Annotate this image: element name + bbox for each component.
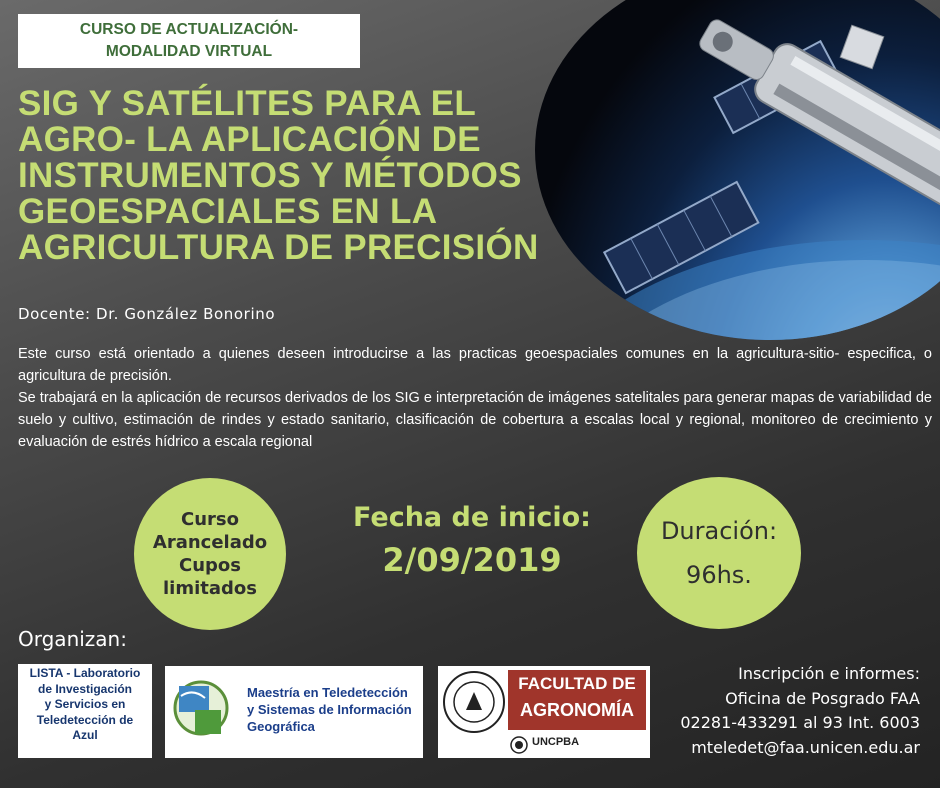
lista-line1: LISTA - Laboratorio — [29, 666, 141, 680]
faa-seal-icon — [442, 670, 506, 734]
lista-line3: y Servicios en — [44, 697, 126, 711]
lista-line5: Azul — [72, 728, 98, 742]
contact-info — [660, 662, 920, 760]
course-type-line1: CURSO DE ACTUALIZACIÓN- — [79, 21, 299, 38]
title-line-3: INSTRUMENTOS Y MÉTODOS — [18, 156, 522, 195]
uncpba-seal-icon — [510, 736, 528, 754]
course-title — [18, 86, 598, 266]
teacher-name: Docente: Dr. González Bonorino — [18, 305, 276, 323]
title-line-1: SIG Y SATÉLITES PARA EL — [18, 84, 477, 123]
course-type-line2: MODALIDAD VIRTUAL — [105, 43, 273, 60]
description-paragraph-2: Se trabajará en la aplicación de recursos derivados de los SIG e interpretación de imágenes satelitales para generar mapas de variabilidad de suelo y cultivo, estimación de rindes y estado sanitario, clasificación de cobertura a escalas local y regional, monitoreo de crecimiento y evaluación de estrés hídrico a escala regional — [18, 390, 932, 450]
faa-university: UNCPBA — [532, 736, 580, 748]
fee-badge-line1: Curso — [181, 509, 239, 530]
start-date-label: Fecha de inicio: — [353, 502, 591, 533]
duration-badge — [637, 477, 801, 629]
maestria-line1: Maestría en Teledetección — [247, 685, 408, 700]
description-paragraph-1: Este curso está orientado a quienes deseen introducirse a las practicas geoespaciales comunes en la agricultura-sitio- especifica, o agricultura de precisión. — [18, 346, 932, 384]
lista-line4: Teledetección de — [36, 712, 134, 727]
duration-label: Duración: — [660, 517, 778, 545]
start-date-value: 2/09/2019 — [382, 541, 562, 579]
fee-badge — [134, 478, 286, 630]
course-description — [18, 343, 932, 453]
maestria-logo — [165, 666, 423, 758]
contact-heading: Inscripción e informes: — [738, 664, 920, 683]
fee-badge-line2: Arancelado — [152, 532, 268, 553]
duration-value: 96hs. — [686, 561, 752, 589]
title-line-4: GEOESPACIALES EN LA — [18, 192, 438, 231]
contact-office: Oficina de Posgrado FAA — [725, 688, 920, 708]
fee-badge-line3: Cupos — [179, 555, 241, 576]
lista-logo — [18, 664, 152, 758]
title-line-2: AGRO- LA APLICACIÓN DE — [18, 120, 481, 159]
contact-phone: 02281-433291 al 93 Int. 6003 — [680, 713, 920, 732]
maestria-line2: y Sistemas de Información — [247, 702, 412, 717]
start-date — [322, 498, 622, 582]
contact-email[interactable]: mteledet@faa.unicen.edu.ar — [691, 737, 920, 757]
fee-badge-line4: limitados — [163, 578, 257, 599]
maestria-line3: Geográfica — [247, 719, 315, 734]
faa-line2: AGRONOMÍA — [520, 700, 634, 720]
title-line-5: AGRICULTURA DE PRECISIÓN — [18, 228, 539, 267]
faa-logo — [438, 666, 650, 758]
lista-line2: de Investigación — [37, 681, 133, 696]
organizers-label: Organizan: — [18, 627, 127, 651]
course-type-tag — [18, 14, 360, 68]
faa-line1: FACULTAD DE — [518, 674, 636, 693]
